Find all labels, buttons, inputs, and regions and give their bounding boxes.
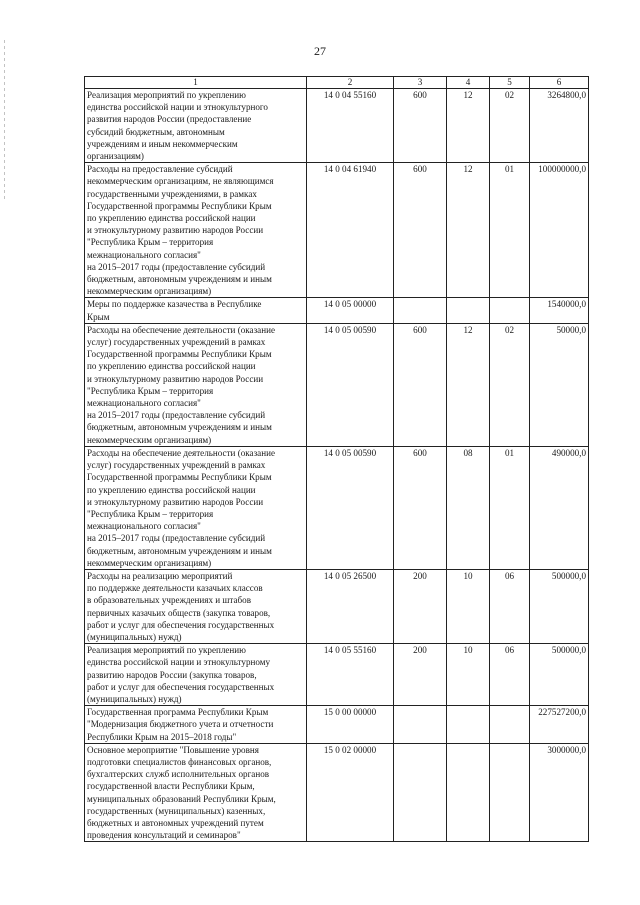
- row-description: Расходы на обеспечение деятельности (оказание услуг) государственных учреждений в рамках Государственной программы Республики Крым по укреплению единства российской нации и этнокультурному развитию народов России "Республика Крым – территория межнационального согласия" на 2015–2017 годы (предоставление субсидий бюджетным, автономным учреждениям и иным некоммерческим организациям): [85, 446, 307, 569]
- row-col-3: 600: [394, 323, 447, 446]
- header-col-5: 5: [490, 77, 530, 89]
- row-col-5: 06: [490, 569, 530, 643]
- table-row: [85, 743, 589, 842]
- row-code: 14 0 05 26500: [307, 569, 394, 643]
- row-col-4: 12: [447, 89, 490, 163]
- row-col-5: 02: [490, 89, 530, 163]
- row-amount: 500000,0: [530, 644, 589, 706]
- row-col-3: 200: [394, 569, 447, 643]
- table-row: [85, 323, 589, 446]
- header-row: [85, 77, 589, 89]
- table-row: [85, 706, 589, 744]
- row-code: 14 0 04 55160: [307, 89, 394, 163]
- row-col-5: 02: [490, 323, 530, 446]
- row-col-4: [447, 743, 490, 842]
- row-description: Меры по поддержке казачества в Республике Крым: [85, 298, 307, 323]
- scan-edge-artifact: [4, 40, 5, 200]
- row-col-5: 01: [490, 446, 530, 569]
- row-code: 14 0 05 00590: [307, 446, 394, 569]
- row-col-3: [394, 298, 447, 323]
- page-number: 27: [314, 44, 326, 58]
- header-col-1: 1: [85, 77, 307, 89]
- row-code: 15 0 00 00000: [307, 706, 394, 744]
- row-amount: 50000,0: [530, 323, 589, 446]
- row-amount: 1540000,0: [530, 298, 589, 323]
- row-col-4: [447, 706, 490, 744]
- row-col-4: [447, 298, 490, 323]
- row-col-5: [490, 298, 530, 323]
- row-col-5: [490, 743, 530, 842]
- table-row: [85, 446, 589, 569]
- row-code: 14 0 05 00590: [307, 323, 394, 446]
- row-col-3: [394, 743, 447, 842]
- row-col-5: 06: [490, 644, 530, 706]
- row-amount: 3264800,0: [530, 89, 589, 163]
- table-row: [85, 163, 589, 298]
- row-col-4: 10: [447, 569, 490, 643]
- row-col-4: 10: [447, 644, 490, 706]
- row-amount: 227527200,0: [530, 706, 589, 744]
- row-description: Государственная программа Республики Крым "Модернизация бюджетного учета и отчетности Республики Крым на 2015–2018 годы": [85, 706, 307, 744]
- row-description: Расходы на обеспечение деятельности (оказание услуг) государственных учреждений в рамках Государственной программы Республики Крым по укреплению единства российской нации и этнокультурному развитию народов России "Республика Крым – территория межнационального согласия" на 2015–2017 годы (предоставление субсидий бюджетным, автономным учреждениям и иным некоммерческим организациям): [85, 323, 307, 446]
- header-col-6: 6: [530, 77, 589, 89]
- row-col-4: 08: [447, 446, 490, 569]
- row-amount: 100000000,0: [530, 163, 589, 298]
- row-amount: 3000000,0: [530, 743, 589, 842]
- row-col-4: 12: [447, 323, 490, 446]
- header-col-2: 2: [307, 77, 394, 89]
- budget-table: [84, 76, 589, 842]
- row-amount: 490000,0: [530, 446, 589, 569]
- row-code: 14 0 04 61940: [307, 163, 394, 298]
- row-col-3: 600: [394, 89, 447, 163]
- row-code: 14 0 05 55160: [307, 644, 394, 706]
- header-col-4: 4: [447, 77, 490, 89]
- row-col-3: 200: [394, 644, 447, 706]
- row-code: 14 0 05 00000: [307, 298, 394, 323]
- row-col-5: [490, 706, 530, 744]
- row-col-3: [394, 706, 447, 744]
- row-description: Реализация мероприятий по укреплению единства российской нации и этнокультурного развития народов России (предоставление субсидий бюджетным, автономным учреждениям и иным некоммерческим организациям): [85, 89, 307, 163]
- row-col-3: 600: [394, 446, 447, 569]
- row-description: Расходы на реализацию мероприятий по поддержке деятельности казачьих классов в образовательных учреждениях и штабов первичных казачьих обществ (закупка товаров, работ и услуг для обеспечения государственных (муниципальных) нужд): [85, 569, 307, 643]
- header-col-3: 3: [394, 77, 447, 89]
- row-description: Расходы на предоставление субсидий некоммерческим организациям, не являющимся государственными учреждениями, в рамках Государственной программы Республики Крым по укреплению единства российской нации и этнокультурному развитию народов России "Республика Крым – территория межнационального согласия" на 2015–2017 годы (предоставление субсидий бюджетным, автономным учреждениям и иным некоммерческим организациям): [85, 163, 307, 298]
- row-col-4: 12: [447, 163, 490, 298]
- row-code: 15 0 02 00000: [307, 743, 394, 842]
- row-amount: 500000,0: [530, 569, 589, 643]
- row-description: Реализация мероприятий по укреплению единства российской нации и этнокультурному развитию народов России (закупка товаров, работ и услуг для обеспечения государственных (муниципальных) нужд): [85, 644, 307, 706]
- table-row: [85, 569, 589, 643]
- row-col-5: 01: [490, 163, 530, 298]
- row-col-3: 600: [394, 163, 447, 298]
- table-row: [85, 298, 589, 323]
- table-row: [85, 644, 589, 706]
- table-row: [85, 89, 589, 163]
- row-description: Основное мероприятие "Повышение уровня подготовки специалистов финансовых органов, бухгалтерских служб исполнительных органов государственной власти Республики Крым, муниципальных образований Республики Крым, государственных (муниципальных) казенных, бюджетных и автономных учреждений путем проведения консультаций и семинаров": [85, 743, 307, 842]
